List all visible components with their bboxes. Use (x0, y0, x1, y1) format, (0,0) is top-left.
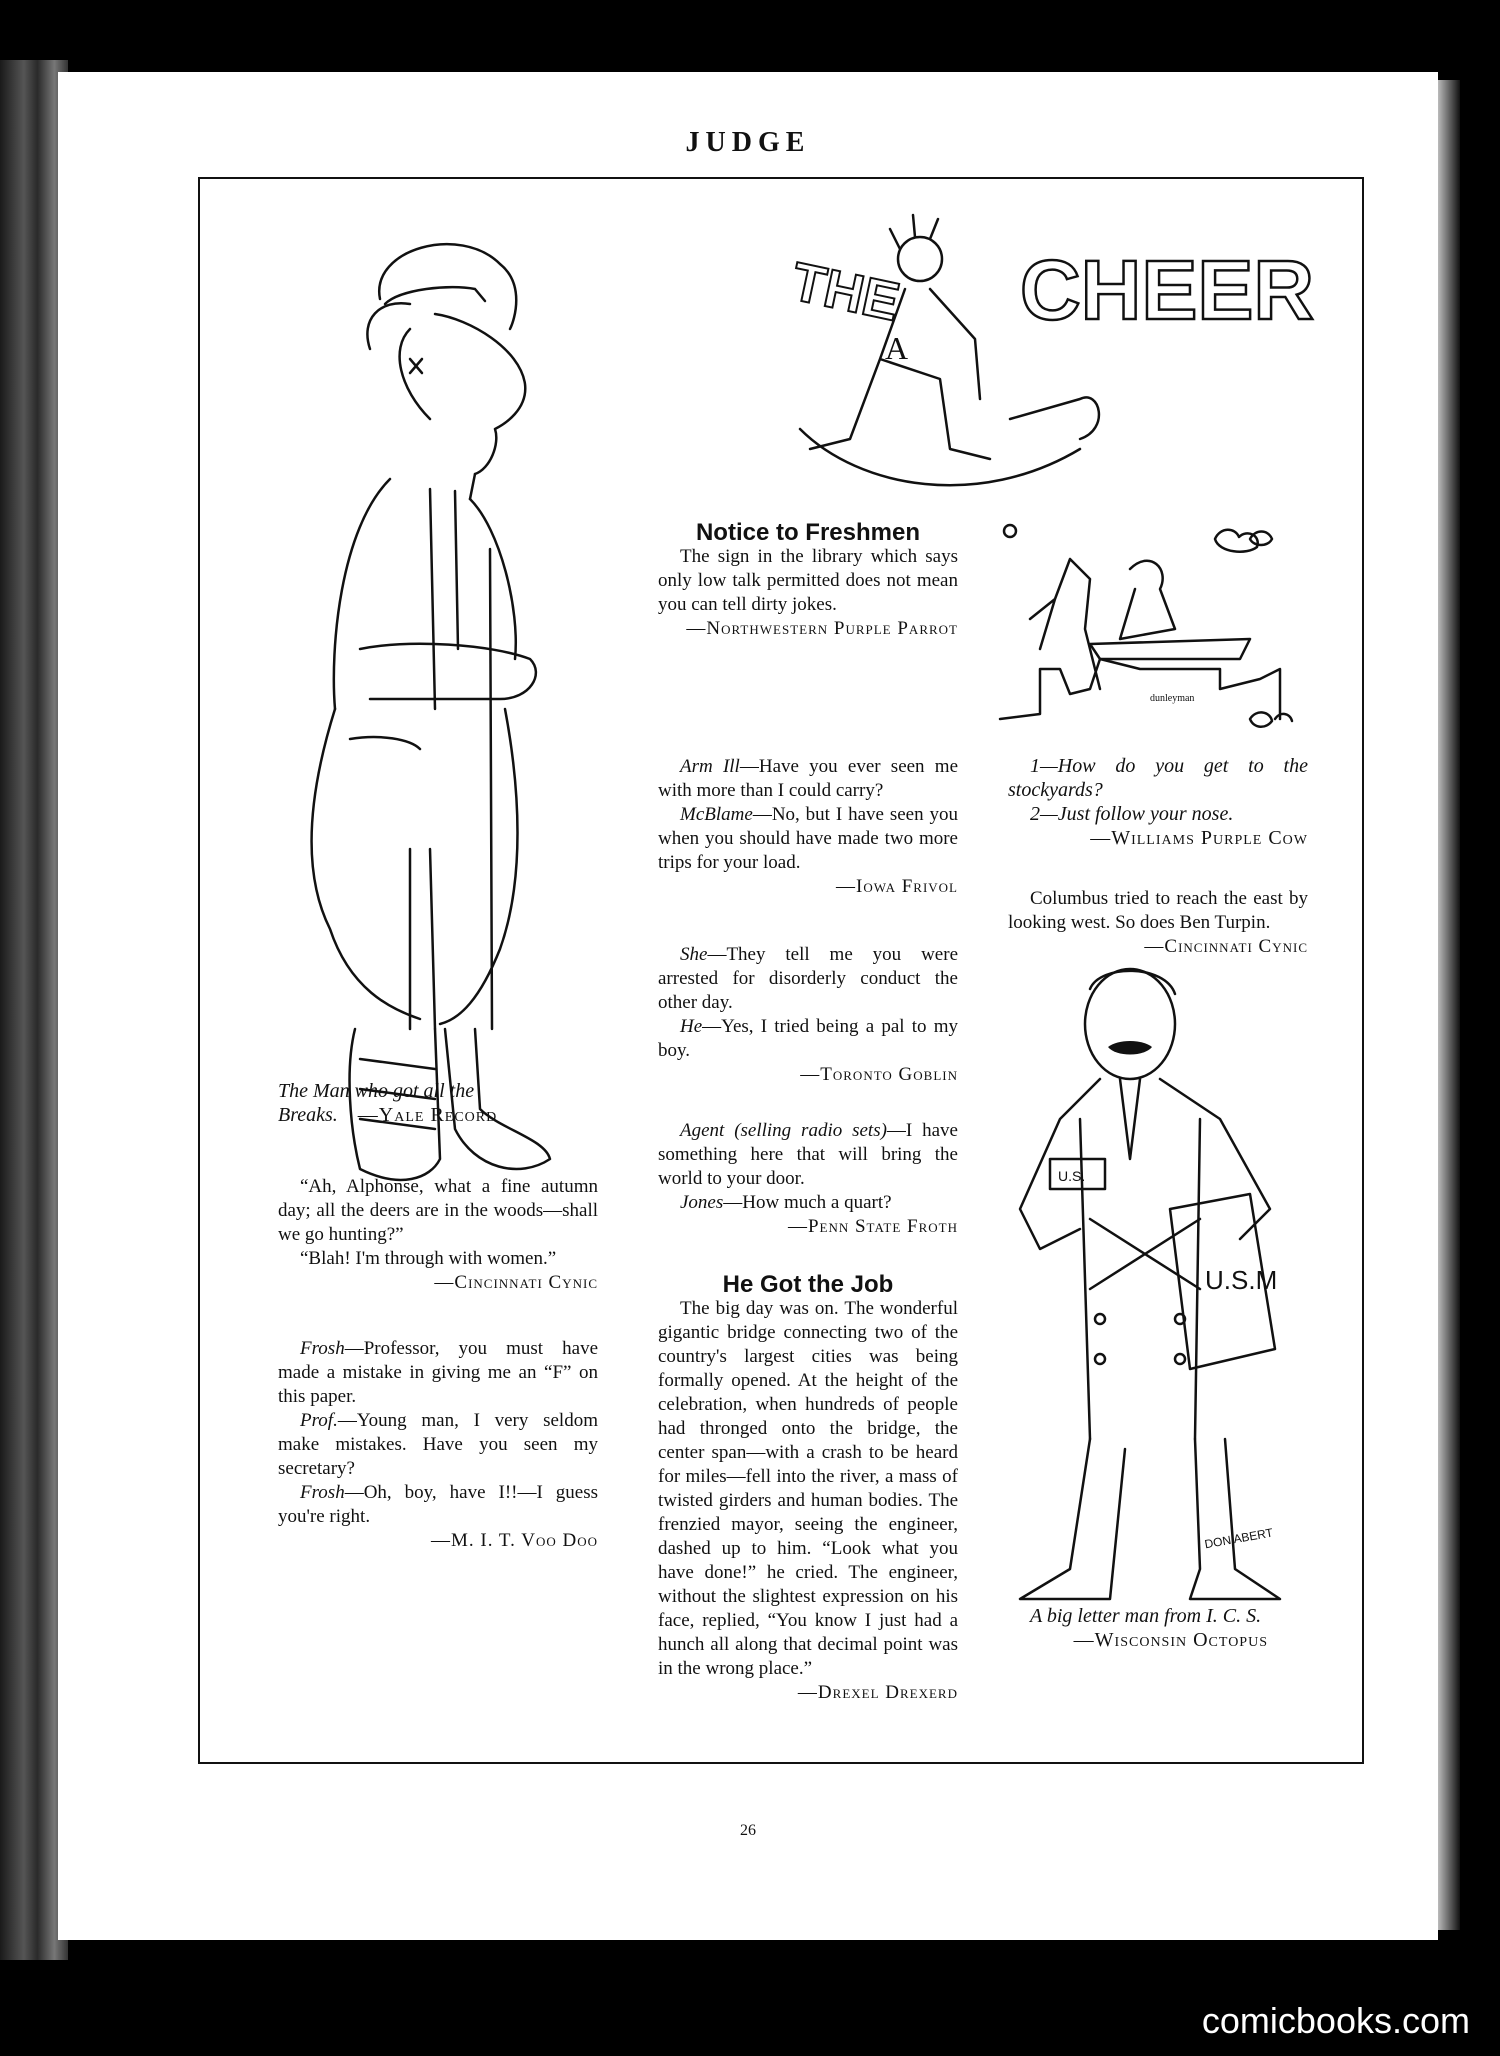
mcblame-line: —No, but I have seen you when you should have made two more trips for your load. (658, 804, 958, 873)
joke-arm-ill (658, 755, 958, 899)
cheer-illustration (780, 209, 1315, 509)
cheer-title-left: THE (786, 251, 905, 333)
arm-ill-speaker: Arm Ill (680, 756, 740, 777)
breaks-caption-source: —Yale Record (357, 1104, 498, 1126)
arm-ill-line: —Have you ever seen me with more than I could carry? (658, 756, 958, 801)
mailman-signature: DON ABERT (1203, 1525, 1274, 1552)
she-line: —They tell me you were arrested for disorderly conduct the other day. (658, 944, 958, 1013)
mcblame-speaker: McBlame (680, 804, 753, 825)
cheer-shirt-letter: A (885, 330, 909, 366)
job-text: The big day was on. The wonderful gigantic bridge connecting two of the country's largest cities was being formally opened. At the height of the celebration, when hundreds of people had thronged onto the bridge, the center span—with a crash to be heard for miles—fell into the river, a mass of twisted girders and human bodies. The frenzied mayor, seeing the engineer, dashed up to him. “Look what you have done!” he cried. The engineer, without the slightest expression on his face, replied, “You know I just had a hunch all along that decimal point was in the wrong place.” (658, 1298, 958, 1679)
joke-she-he (658, 943, 958, 1087)
notice-source: —Northwestern Purple Parrot (686, 618, 958, 639)
joke-alphonse-source: —Cincinnati Cynic (434, 1272, 598, 1293)
job-source: —Drexel Drexerd (797, 1682, 958, 1703)
frosh-line: —Professor, you must have made a mistake in giving me an “F” on this paper. (278, 1338, 598, 1407)
content-frame (198, 177, 1364, 1764)
joke-arm-source: —Iowa Frivol (836, 876, 958, 897)
notice-to-freshmen (658, 521, 958, 641)
page-edge (1438, 80, 1460, 1930)
mailman-source: —Wisconsin Octopus (1073, 1629, 1268, 1651)
he-got-the-job (658, 1273, 958, 1705)
page-header: JUDGE (685, 127, 811, 158)
prof-speaker: Prof. (300, 1410, 338, 1431)
joke-columbus (1008, 887, 1308, 959)
jones-line: —How much a quart? (723, 1192, 892, 1213)
agent-speaker: Agent (selling radio sets) (680, 1120, 887, 1141)
stockyards-artist: dunleyman (1150, 693, 1195, 704)
watermark: comicbooks.com (1201, 2000, 1470, 2041)
stockyards-cartoon (1000, 519, 1300, 749)
breaks-caption (278, 1079, 578, 1127)
columbus-source: —Cincinnati Cynic (1144, 936, 1308, 957)
man-with-breaks-illustration (260, 229, 560, 1309)
joke-agent-source: —Penn State Froth (787, 1216, 958, 1237)
stockyards-line1: 1—How do you get to the stockyards? (1008, 755, 1308, 801)
he-line: —Yes, I tried being a pal to my boy. (658, 1016, 958, 1061)
breaks-caption-line2: Breaks. (278, 1104, 338, 1126)
notice-heading: Notice to Freshmen (695, 519, 921, 546)
stockyards-line2: 2—Just follow your nose. (1030, 803, 1234, 825)
breaks-caption-line1: The Man who got all the (278, 1080, 475, 1102)
joke-alphonse (278, 1175, 598, 1295)
joke-alphonse-reply: “Blah! I'm through with women.” (300, 1248, 557, 1269)
agent-line: —I have something here that will bring the world to your door. (658, 1120, 958, 1189)
mailman-illustration (1000, 969, 1300, 1609)
prof-line: —Young man, I very seldom make mistakes. Have you seen my secretary? (278, 1410, 598, 1479)
magazine-page (58, 72, 1438, 1940)
jones-speaker: Jones (680, 1192, 724, 1213)
mailman-cap-text: U.S. (1058, 1168, 1086, 1184)
mailman-caption-text: A big letter man from I. C. S. (1030, 1605, 1262, 1627)
frosh-speaker-2: Frosh (300, 1482, 345, 1503)
page-number: 26 (740, 1822, 756, 1839)
joke-agent (658, 1119, 958, 1239)
mailman-caption (1008, 1604, 1308, 1652)
she-speaker: She (680, 944, 708, 965)
cheer-title-right: CHEER (1020, 243, 1315, 337)
he-speaker: He (680, 1016, 703, 1037)
mail-bag-text: U.S.M (1205, 1265, 1278, 1295)
frosh-line-2: —Oh, boy, have I!!—I guess you're right. (278, 1482, 598, 1527)
joke-alphonse-text: “Ah, Alphonse, what a fine autumn day; all the deers are in the woods—shall we go hunting?” (278, 1176, 598, 1245)
job-heading: He Got the Job (722, 1271, 894, 1298)
joke-frosh-source: —M. I. T. Voo Doo (431, 1530, 598, 1551)
joke-she-source: —Toronto Goblin (800, 1064, 958, 1085)
notice-text: The sign in the library which says only low talk permitted does not mean you can tell dirty jokes. (658, 546, 958, 615)
columbus-text: Columbus tried to reach the east by looking west. So does Ben Turpin. (1008, 888, 1308, 933)
frosh-speaker: Frosh (300, 1338, 345, 1359)
stockyards-caption (1008, 754, 1308, 850)
joke-frosh (278, 1337, 598, 1553)
stockyards-source: —Williams Purple Cow (1090, 827, 1308, 849)
